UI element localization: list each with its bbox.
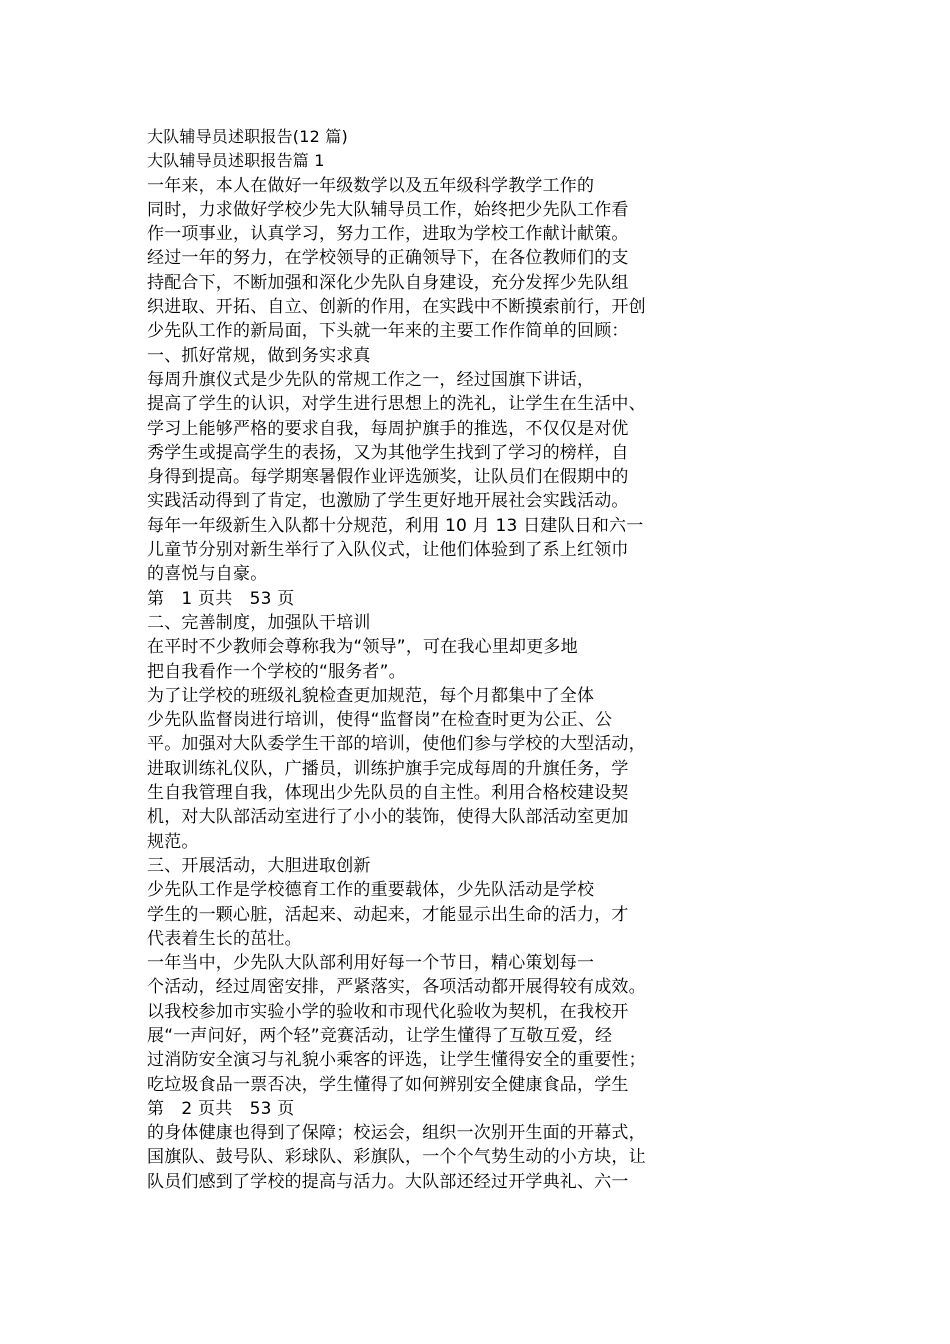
text-line: 国旗队、鼓号队、彩球队、彩旗队，一个个气势生动的小方块，让 [147, 1147, 646, 1168]
text-line: 少先队监督岗进行培训，使得“监督岗”在检查时更为公正、公 [147, 710, 613, 731]
text-line: 为了让学校的班级礼貌检查更加规范，每个月都集中了全体 [147, 685, 595, 706]
text-line: 一年来，本人在做好一年级数学以及五年级科学教学工作的 [147, 175, 595, 196]
text-line: 的身体健康也得到了保障；校运会，组织一次别开生面的开幕式， [147, 1123, 646, 1144]
text-line: 个活动，经过周密安排，严紧落实，各项活动都开展得较有成效。 [147, 977, 646, 998]
text-line: 同时，力求做好学校少先大队辅导员工作，始终把少先队工作看 [147, 199, 629, 220]
text-line: 展“一声问好，两个轻”竞赛活动，让学生懂得了互敬互爱，经 [147, 1025, 613, 1046]
text-line: 少先队工作的新局面，下头就一年来的主要工作作简单的回顾： [147, 321, 629, 342]
text-line: 少先队工作是学校德育工作的重要载体，少先队活动是学校 [147, 880, 595, 901]
text-line: 学生的一颗心脏，活起来、动起来，才能显示出生命的活力，才 [147, 904, 629, 925]
text-line: 代表着生长的茁壮。 [147, 928, 302, 949]
section-heading: 三、开展活动，大胆进取创新 [147, 855, 371, 876]
text-line: 持配合下，不断加强和深化少先队自身建设，充分发挥少先队组 [147, 272, 629, 293]
text-line: 织进取、开拓、自立、创新的作用，在实践中不断摸索前行，开创 [147, 297, 646, 318]
document-body [147, 125, 707, 1194]
text-line: 儿童节分别对新生举行了入队仪式，让他们体验到了系上红领巾 [147, 540, 629, 561]
text-line: 秀学生或提高学生的表扬，又为其他学生找到了学习的榜样，自 [147, 442, 629, 463]
text-line: 每年一年级新生入队都十分规范，利用 10 月 13 日建队日和六一 [147, 515, 644, 536]
text-line: 学习上能够严格的要求自我，每周护旗手的推选，不仅仅是对优 [147, 418, 629, 439]
text-line: 提高了学生的认识，对学生进行思想上的洗礼，让学生在生活中、 [147, 394, 646, 415]
text-line: 队员们感到了学校的提高与活力。大队部还经过开学典礼、六一 [147, 1171, 629, 1192]
text-line: 平。加强对大队委学生干部的培训，使他们参与学校的大型活动， [147, 734, 646, 755]
text-line: 生自我管理自我，体现出少先队员的自主性。利用合格校建设契 [147, 783, 629, 804]
text-line: 过消防安全演习与礼貌小乘客的评选，让学生懂得安全的重要性； [147, 1050, 646, 1071]
text-line: 身得到提高。每学期寒暑假作业评选颁奖，让队员们在假期中的 [147, 467, 629, 488]
section-heading: 二、完善制度，加强队干培训 [147, 612, 371, 633]
text-line: 经过一年的努力，在学校领导的正确领导下，在各位教师们的支 [147, 248, 629, 269]
document-title: 大队辅导员述职报告篇 1 [147, 151, 325, 171]
text-line: 实践活动得到了肯定，也激励了学生更好地开展社会实践活动。 [147, 491, 629, 512]
text-line: 在平时不少教师会尊称我为“领导”，可在我心里却更多地 [147, 637, 578, 658]
text-line: 一年当中，少先队大队部利用好每一个节日，精心策划每一 [147, 953, 595, 974]
page-number-footer: 第 2 页共 53 页 [147, 1098, 295, 1119]
section-heading: 一、抓好常规，做到务实求真 [147, 345, 371, 366]
text-line: 进取训练礼仪队，广播员，训练护旗手完成每周的升旗任务，学 [147, 758, 629, 779]
text-line: 的喜悦与自豪。 [147, 564, 268, 585]
text-line: 以我校参加市实验小学的验收和市现代化验收为契机，在我校开 [147, 1001, 629, 1022]
text-line: 每周升旗仪式是少先队的常规工作之一，经过国旗下讲话， [147, 369, 595, 390]
text-line: 把自我看作一个学校的“服务者”。 [147, 661, 406, 682]
page-number-footer: 第 1 页共 53 页 [147, 588, 295, 609]
text-line: 作一项事业，认真学习，努力工作，进取为学校工作献计献策。 [147, 224, 629, 245]
document-title: 大队辅导员述职报告(12 篇) [147, 127, 348, 146]
text-line: 规范。 [147, 831, 199, 852]
text-line: 机，对大队部活动室进行了小小的装饰，使得大队部活动室更加 [147, 807, 629, 828]
text-line: 吃垃圾食品一票否决，学生懂得了如何辨别安全健康食品，学生 [147, 1074, 629, 1095]
